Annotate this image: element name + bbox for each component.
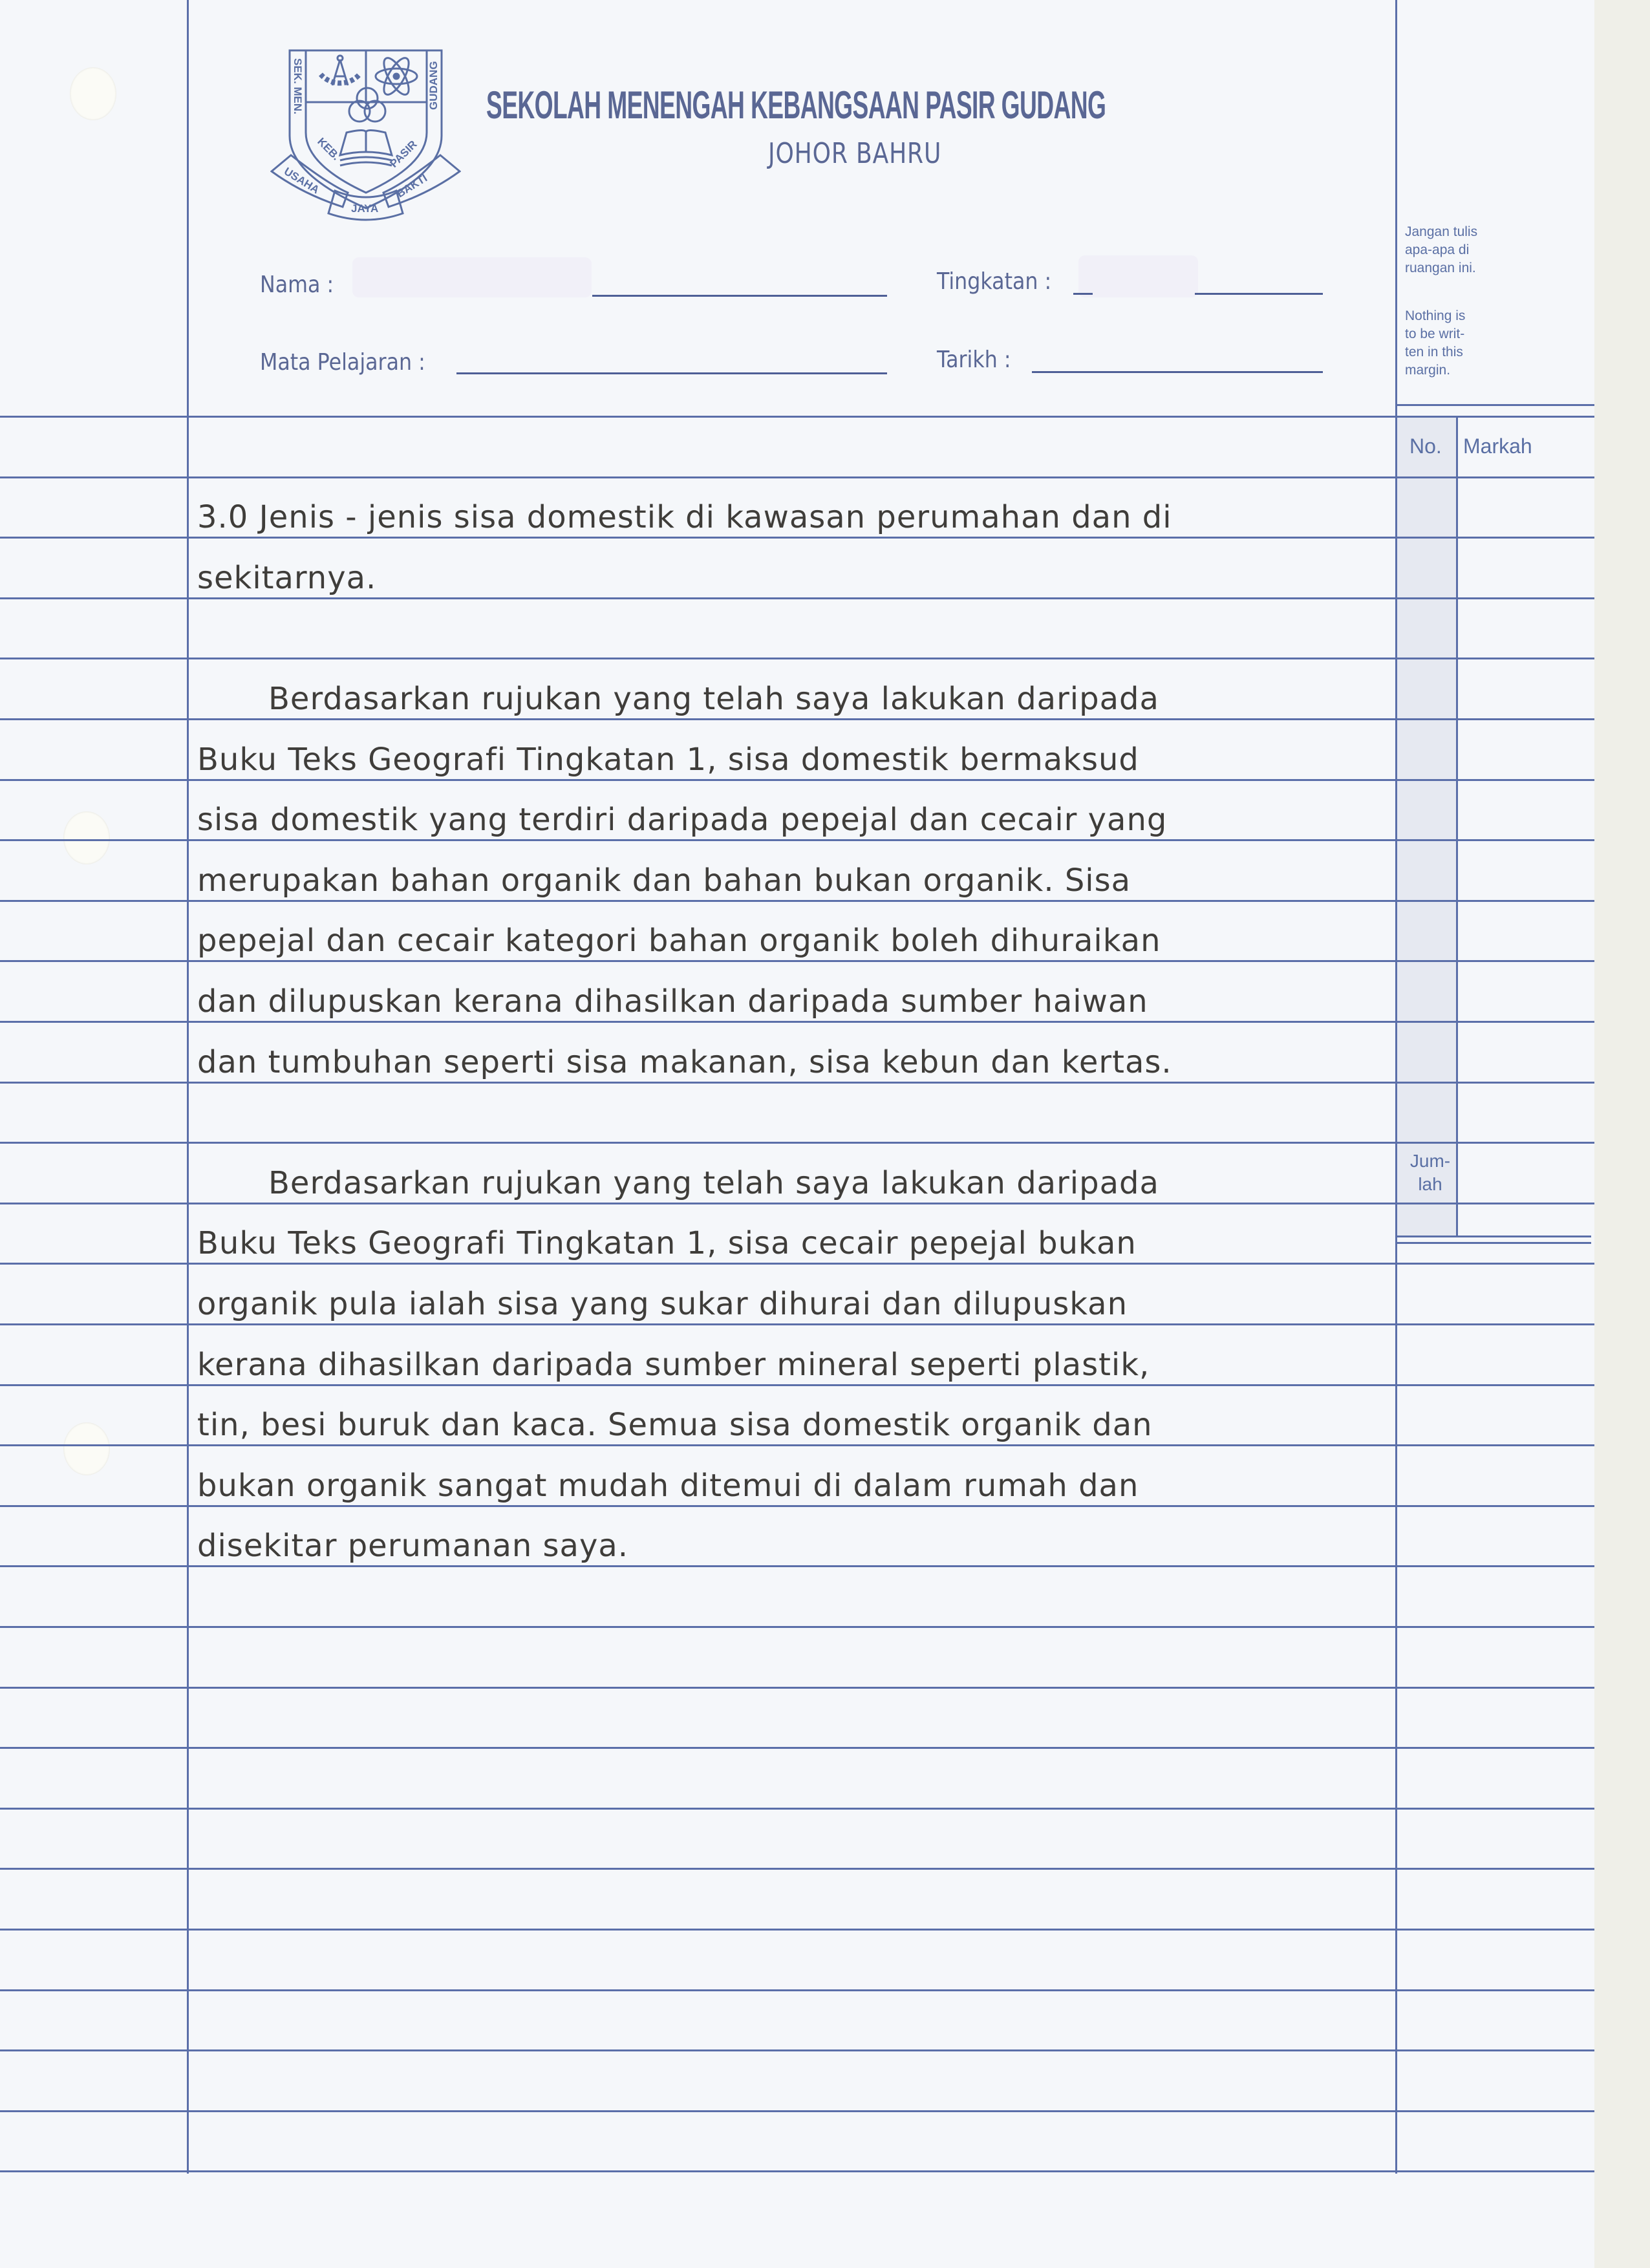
svg-text:KEB.: KEB. [315,135,343,163]
binder-hole-bottom [63,1422,110,1475]
tingkatan-redacted-value [1078,255,1198,297]
ruled-line [0,1203,1594,1204]
ruled-line [0,416,1594,418]
ruled-line [0,1021,1594,1023]
handwritten-line: 3.0 Jenis - jenis sisa domestik di kawasan perumahan dan di [197,499,1172,535]
ruled-line [0,1444,1594,1446]
ruled-line [0,1868,1594,1870]
handwritten-line: dan dilupuskan kerana dihasilkan daripada sumber haiwan [197,983,1148,1020]
handwritten-line: kerana dihasilkan daripada sumber mineral seperti plastik, [197,1347,1150,1383]
ruled-line [0,839,1594,841]
ruled-line [0,718,1594,720]
handwritten-line: bukan organik sangat mudah ditemui di dalam rumah dan [197,1468,1139,1504]
ruled-line [0,537,1594,539]
handwritten-line: Buku Teks Geografi Tingkatan 1, sisa cecair pepejal bukan [197,1225,1137,1261]
ruled-line [0,1082,1594,1084]
svg-text:BAKTI: BAKTI [394,171,430,200]
tingkatan-input-line-start[interactable] [1073,293,1093,295]
no-column-header: No. [1409,434,1442,458]
ruled-line [0,476,1594,478]
ruled-line [0,1384,1594,1386]
total-double-rule-1 [1397,1236,1591,1237]
handwritten-line: Berdasarkan rujukan yang telah saya lakukan daripada [268,1165,1159,1201]
ruled-line [0,2170,1594,2172]
tarikh-label: Tarikh : [937,347,1011,373]
ruled-line [0,1263,1594,1265]
ruled-line [0,1687,1594,1689]
binder-hole-middle [63,811,110,864]
nama-input-line[interactable] [592,295,887,297]
ruled-line [0,1565,1594,1567]
margin-top-rule [1395,404,1594,406]
school-city: JOHOR BAHRU [768,137,942,170]
svg-text:PASIR: PASIR [387,138,420,170]
binder-hole-top [70,67,116,120]
left-margin-rule [187,0,189,2174]
tingkatan-label: Tingkatan : [937,268,1052,295]
handwritten-line: sisa domestik yang terdiri daripada pepejal dan cecair yang [197,802,1168,838]
jumlah-label: Jum- lah [1409,1151,1451,1194]
ruled-line [0,960,1594,962]
ruled-line [0,1989,1594,1991]
ruled-line [0,900,1594,902]
ruled-line [0,1929,1594,1931]
handwritten-line: disekitar perumanan saya. [197,1528,629,1564]
school-crest-logo [270,45,461,221]
ruled-line [0,1626,1594,1628]
ruled-line [0,1505,1594,1507]
svg-text:SEK. MEN.: SEK. MEN. [292,58,304,114]
handwritten-line: merupakan bahan organik dan bahan bukan organik. Sisa [197,862,1131,899]
tarikh-input-line[interactable] [1032,371,1323,373]
ruled-line [0,1142,1594,1144]
handwritten-line: Berdasarkan rujukan yang telah saya lakukan daripada [268,681,1159,717]
handwritten-line: Buku Teks Geografi Tingkatan 1, sisa domestik bermaksud [197,742,1139,778]
mata-pelajaran-input-line[interactable] [456,372,887,374]
handwritten-line: sekitarnya. [197,560,377,596]
nama-redacted-value [352,257,592,297]
svg-text:JAYA: JAYA [351,202,379,215]
total-double-rule-2 [1397,1242,1591,1244]
svg-text:USAHA: USAHA [281,165,322,197]
ruled-line [0,2110,1594,2112]
no-column-shade [1397,418,1456,1236]
handwritten-line: tin, besi buruk dan kaca. Semua sisa domestik organik dan [197,1407,1153,1443]
markah-column-header: Markah [1463,434,1532,458]
svg-text:GUDANG: GUDANG [427,61,440,110]
nama-label: Nama : [260,272,334,298]
ruled-line [0,1323,1594,1325]
ruled-line [0,1747,1594,1749]
margin-note-english: Nothing is to be writ- ten in this margin. [1405,308,1466,378]
handwritten-line: dan tumbuhan seperti sisa makanan, sisa kebun dan kertas. [197,1044,1172,1080]
school-name: SEKOLAH MENENGAH KEBANGSAAN PASIR GUDANG [486,83,1106,127]
ruled-line [0,1808,1594,1810]
ruled-line [0,2049,1594,2051]
margin-note-malay: Jangan tulis apa-apa di ruangan ini. [1405,224,1478,275]
ruled-line [0,779,1594,781]
handwritten-line: pepejal dan cecair kategori bahan organik boleh dihuraikan [197,923,1161,959]
handwritten-line: organik pula ialah sisa yang sukar dihurai dan dilupuskan [197,1286,1128,1322]
ruled-line [0,658,1594,659]
ruled-line [0,597,1594,599]
tingkatan-input-line[interactable] [1195,293,1323,295]
mata-pelajaran-label: Mata Pelajaran : [260,349,425,376]
no-column-divider [1456,416,1458,1237]
